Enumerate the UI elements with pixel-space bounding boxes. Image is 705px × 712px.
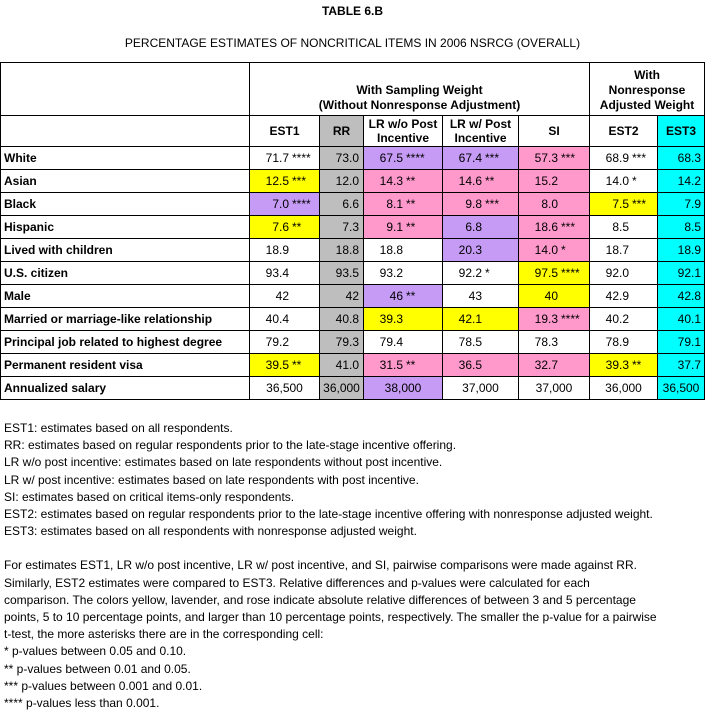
note-lr-wo: LR w/o post incentive: estimates based on late respondents without post incentive. — [4, 455, 443, 470]
cell-lr-wo: 79.4 — [364, 331, 443, 354]
cell-est2: 40.2 — [590, 308, 658, 331]
cell-est2: 14.0 * — [590, 170, 658, 193]
cell-lr-wo: 67.5 **** — [364, 147, 443, 170]
cell-est3: 7.9 — [658, 193, 705, 216]
table-row — [1, 354, 705, 377]
note-paragraph-line: For estimates EST1, LR w/o post incentive, LR w/ post incentive, and SI, pairwise comparisons were made against RR. — [4, 558, 637, 573]
cell-est3: 37.7 — [658, 354, 705, 377]
cell-est2: 18.7 — [590, 239, 658, 262]
cell-est1: 12.5 *** — [250, 170, 320, 193]
cell-rr: 18.8 — [320, 239, 364, 262]
cell-est1: 71.7 **** — [250, 147, 320, 170]
note-paragraph-line: comparison. The colors yellow, lavender, and rose indicate absolute relative differences of between 3 and 5 percentage — [4, 592, 636, 607]
cell-est2: 8.5 — [590, 216, 658, 239]
cell-est2: 39.3 ** — [590, 354, 658, 377]
cell-rr: 42 — [320, 285, 364, 308]
cell-lr-wo: 14.3 ** — [364, 170, 443, 193]
cell-lr-wo: 93.2 — [364, 262, 443, 285]
cell-rr: 40.8 — [320, 308, 364, 331]
cell-lr-wo: 31.5 ** — [364, 354, 443, 377]
cell-lr-w: 67.4 *** — [443, 147, 519, 170]
cell-lr-wo: 18.8 — [364, 239, 443, 262]
note-paragraph-line: points, 5 to 10 percentage points, and larger than 10 percentage points, respectively. The smaller the p-value for a pairwise — [4, 610, 657, 625]
cell-est3: 14.2 — [658, 170, 705, 193]
row-label: Male — [1, 285, 250, 308]
cell-si: 37,000 — [519, 377, 590, 400]
row-label: Hispanic — [1, 216, 250, 239]
cell-est1: 7.0 **** — [250, 193, 320, 216]
cell-est3: 42.8 — [658, 285, 705, 308]
cell-si: 14.0 * — [519, 239, 590, 262]
table-row — [1, 262, 705, 285]
table-row — [1, 193, 705, 216]
cell-lr-w: 37,000 — [443, 377, 519, 400]
row-label: Permanent resident visa — [1, 354, 250, 377]
cell-si: 8.0 — [519, 193, 590, 216]
cell-est3: 18.9 — [658, 239, 705, 262]
table-row-salary — [1, 377, 705, 400]
cell-rr: 12.0 — [320, 170, 364, 193]
table-row — [1, 216, 705, 239]
cell-est2: 78.9 — [590, 331, 658, 354]
cell-lr-wo: 9.1 ** — [364, 216, 443, 239]
cell-lr-wo: 39.3 — [364, 308, 443, 331]
table-row — [1, 170, 705, 193]
note-est1: EST1: estimates based on all respondents. — [4, 421, 233, 435]
cell-est1: 79.2 — [250, 331, 320, 354]
cell-est1: 7.6 ** — [250, 216, 320, 239]
col-header-est1: EST1 — [250, 116, 320, 147]
cell-lr-wo: 8.1 ** — [364, 193, 443, 216]
table-row — [1, 147, 705, 170]
cell-si: 32.7 — [519, 354, 590, 377]
cell-est3: 79.1 — [658, 331, 705, 354]
cell-est3: 8.5 — [658, 216, 705, 239]
col-header-est2: EST2 — [590, 116, 658, 147]
cell-rr: 93.5 — [320, 262, 364, 285]
cell-lr-w: 14.6 ** — [443, 170, 519, 193]
cell-si: 19.3 **** — [519, 308, 590, 331]
cell-lr-w: 78.5 — [443, 331, 519, 354]
cell-lr-w: 9.8 *** — [443, 193, 519, 216]
note-est3: EST3: estimates based on all respondents with nonresponse adjusted weight. — [4, 524, 417, 539]
row-label: Married or marriage-like relationship — [1, 308, 250, 331]
table-subtitle: PERCENTAGE ESTIMATES OF NONCRITICAL ITEMS IN 2006 NSRCG (OVERALL) — [124, 36, 581, 50]
note-lr-w: LR w/ post incentive: estimates based on late respondents with post incentive. — [4, 472, 419, 487]
cell-lr-w: 43 — [443, 285, 519, 308]
cell-est3: 36,500 — [658, 377, 705, 400]
cell-est2: 42.9 — [590, 285, 658, 308]
row-label: U.S. citizen — [1, 262, 250, 285]
row-label: Principal job related to highest degree — [1, 331, 250, 354]
cell-est1: 40.4 — [250, 308, 320, 331]
note-est2: EST2: estimates based on regular respondents prior to the late-stage incentive offering with nonresponse adjusted weight. — [4, 507, 653, 522]
note-pvalue-4: **** p-values less than 0.001. — [4, 696, 160, 711]
estimates-table — [0, 62, 705, 400]
col-header-rr: RR — [320, 116, 364, 147]
cell-rr: 79.3 — [320, 331, 364, 354]
note-paragraph-line: t-test, the more asterisks there are in the corresponding cell: — [4, 627, 324, 642]
cell-lr-w: 92.2 * — [443, 262, 519, 285]
note-pvalue-1: * p-values between 0.05 and 0.10. — [4, 644, 187, 659]
cell-si: 18.6 *** — [519, 216, 590, 239]
cell-lr-w: 20.3 — [443, 239, 519, 262]
row-label: Asian — [1, 170, 250, 193]
row-label: White — [1, 147, 250, 170]
cell-est1: 42 — [250, 285, 320, 308]
cell-rr: 36,000 — [320, 377, 364, 400]
cell-rr: 6.6 — [320, 193, 364, 216]
cell-est2: 68.9 *** — [590, 147, 658, 170]
cell-est3: 68.3 — [658, 147, 705, 170]
table-notes — [4, 420, 704, 712]
cell-est1: 93.4 — [250, 262, 320, 285]
group-header-row — [1, 63, 705, 116]
table-title: TABLE 6.B — [321, 4, 384, 18]
blank-header-cell — [1, 116, 250, 147]
cell-est1: 39.5 ** — [250, 354, 320, 377]
cell-lr-w: 36.5 — [443, 354, 519, 377]
col-header-est3: EST3 — [658, 116, 705, 147]
col-header-lr-w: LR w/ Post Incentive — [443, 116, 519, 147]
cell-si: 57.3 *** — [519, 147, 590, 170]
cell-si: 15.2 — [519, 170, 590, 193]
cell-si: 40 — [519, 285, 590, 308]
cell-est3: 40.1 — [658, 308, 705, 331]
cell-rr: 41.0 — [320, 354, 364, 377]
table-row — [1, 331, 705, 354]
cell-rr: 73.0 — [320, 147, 364, 170]
cell-lr-wo: 38,000 — [364, 377, 443, 400]
column-header-row — [1, 116, 705, 147]
note-rr: RR: estimates based on regular respondents prior to the late-stage incentive offering. — [4, 438, 457, 453]
cell-lr-w: 6.8 — [443, 216, 519, 239]
note-paragraph-line: Similarly, EST2 estimates were compared to EST3. Relative differences and p-values were calculated for each — [4, 575, 590, 590]
blank-header-cell — [1, 63, 250, 116]
cell-est1: 36,500 — [250, 377, 320, 400]
row-label: Annualized salary — [1, 377, 250, 400]
table-row — [1, 308, 705, 331]
cell-est1: 18.9 — [250, 239, 320, 262]
cell-est2: 92.0 — [590, 262, 658, 285]
row-label: Lived with children — [1, 239, 250, 262]
cell-est3: 92.1 — [658, 262, 705, 285]
note-pvalue-3: *** p-values between 0.001 and 0.01. — [4, 678, 203, 693]
cell-est2: 36,000 — [590, 377, 658, 400]
cell-lr-wo: 46 ** — [364, 285, 443, 308]
nonresponse-weight-header: With Nonresponse Adjusted Weight — [590, 63, 705, 116]
cell-est2: 7.5 *** — [590, 193, 658, 216]
sampling-weight-header: With Sampling Weight (Without Nonresponse Adjustment) — [250, 63, 590, 116]
col-header-si: SI — [519, 116, 590, 147]
table-row — [1, 285, 705, 308]
cell-si: 78.3 — [519, 331, 590, 354]
note-pvalue-2: ** p-values between 0.01 and 0.05. — [4, 661, 191, 676]
cell-rr: 7.3 — [320, 216, 364, 239]
row-label: Black — [1, 193, 250, 216]
note-si: SI: estimates based on critical items-only respondents. — [4, 489, 295, 504]
col-header-lr-wo: LR w/o Post Incentive — [364, 116, 443, 147]
table-row — [1, 239, 705, 262]
cell-si: 97.5 **** — [519, 262, 590, 285]
cell-lr-w: 42.1 — [443, 308, 519, 331]
